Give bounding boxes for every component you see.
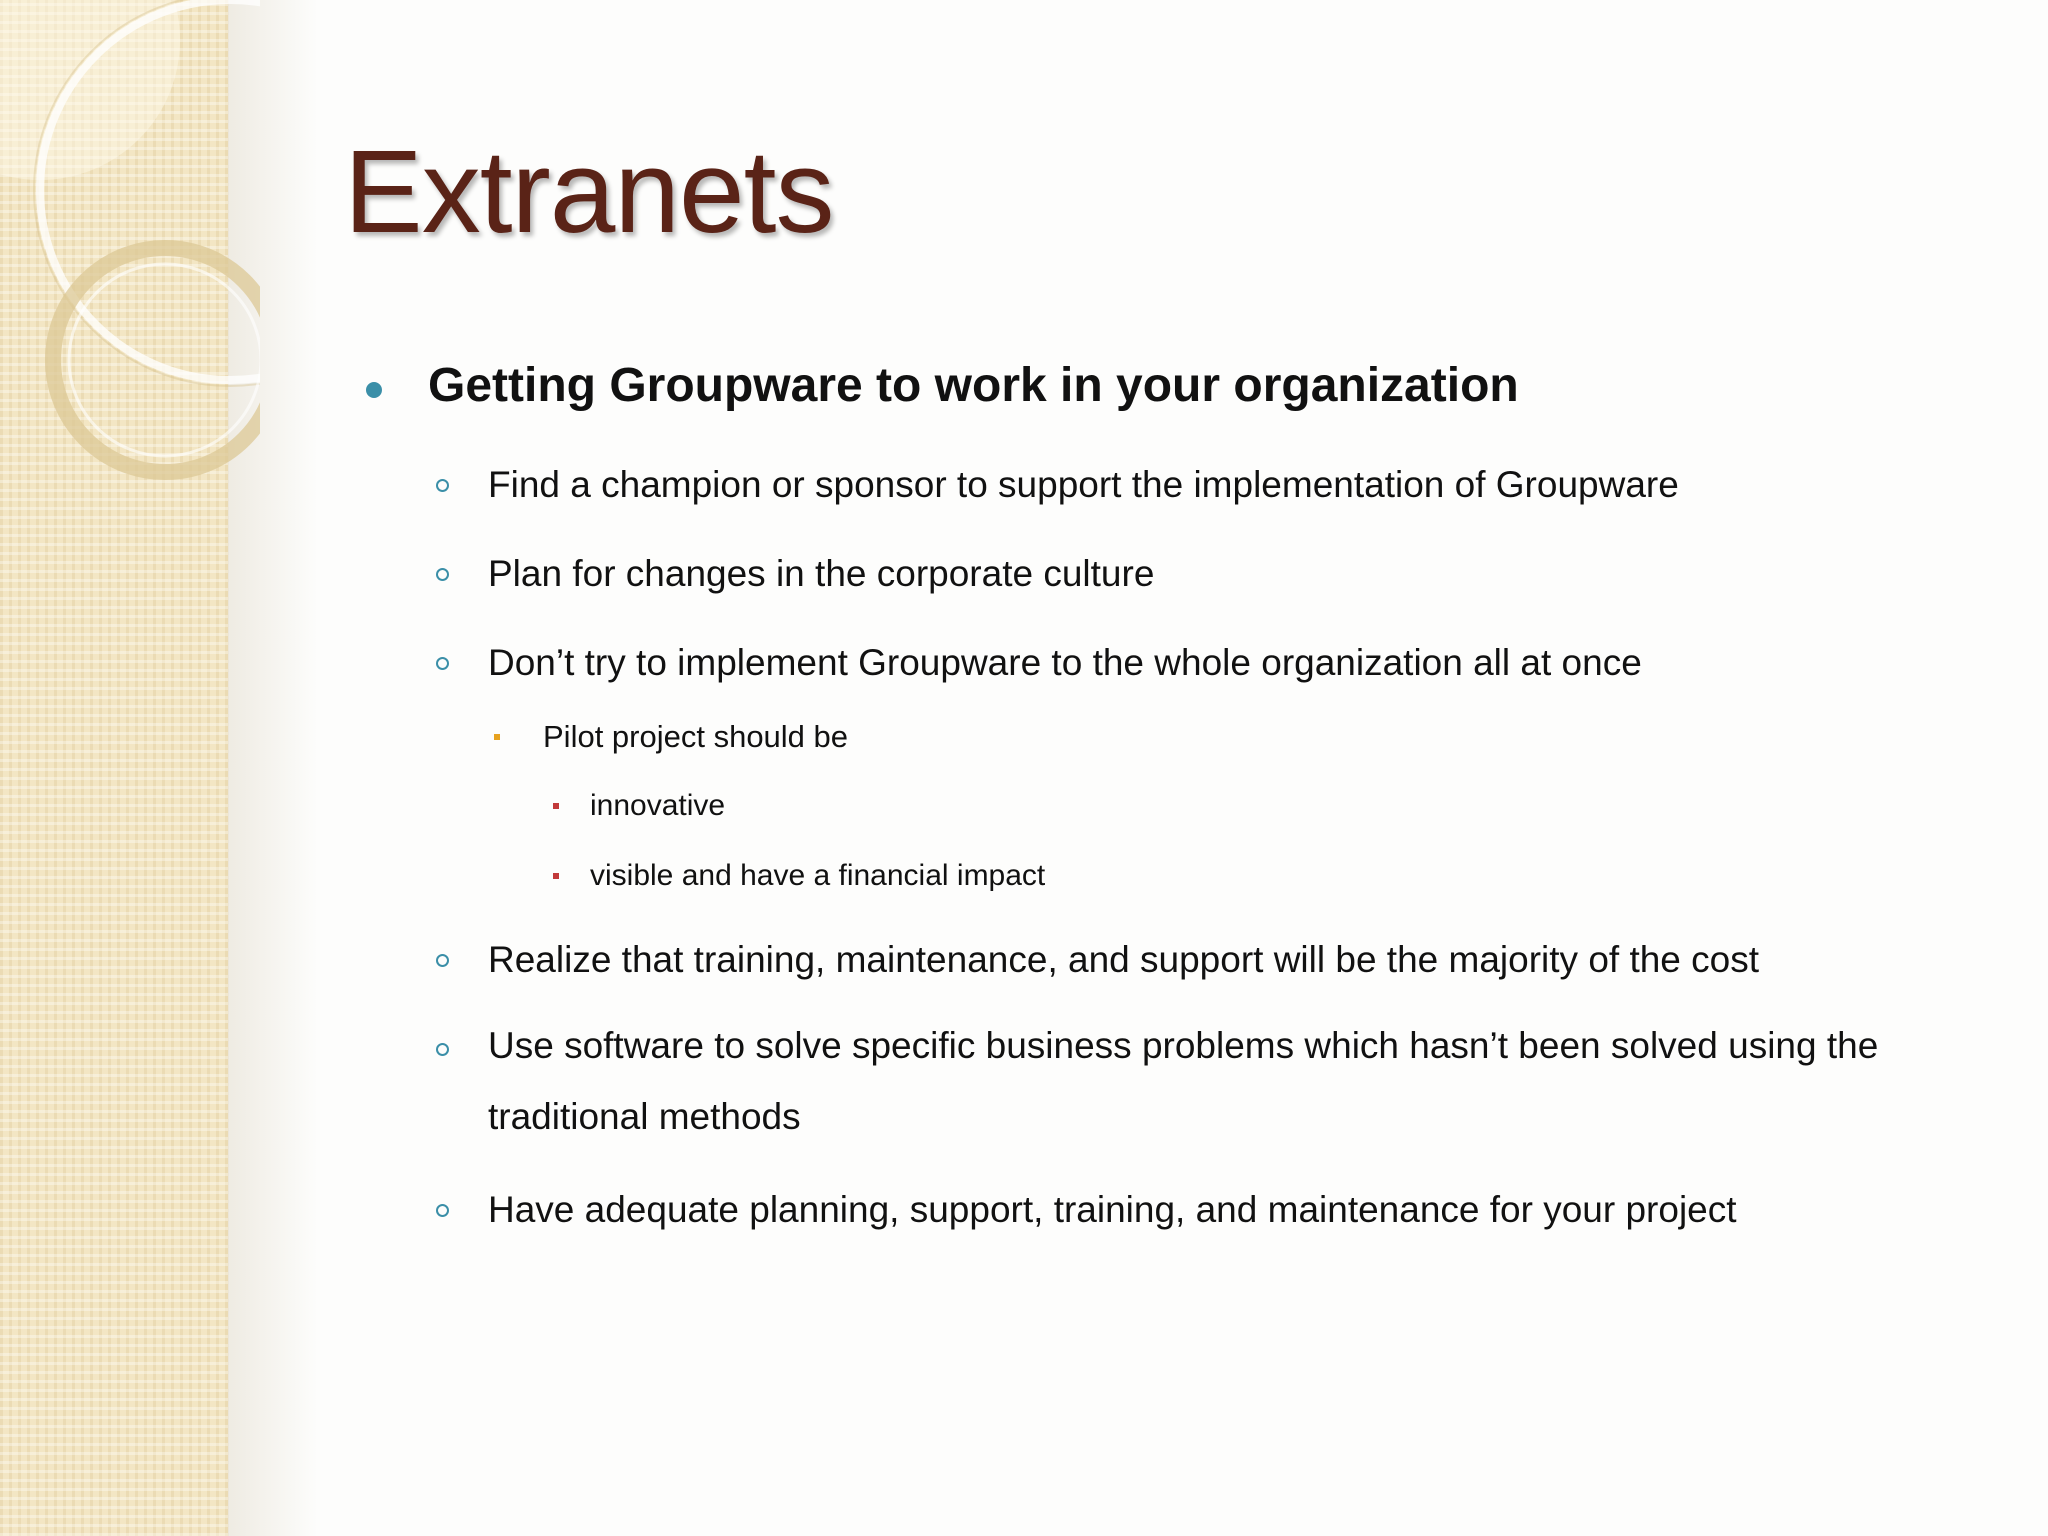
list-item-text: Find a champion or sponsor to support the implementation of Groupware <box>488 464 1679 505</box>
bullet-ring-icon <box>436 1204 449 1217</box>
list-item <box>590 859 1045 893</box>
list-item <box>543 719 848 755</box>
bullet-ring-icon <box>436 954 449 967</box>
list-item-text: innovative <box>590 789 726 822</box>
list-item-text: Don’t try to implement Groupware to the whole organization all at once <box>488 642 1642 683</box>
list-item <box>488 939 1759 981</box>
bullet-ring-icon <box>436 1043 449 1056</box>
list-item <box>590 789 725 823</box>
list-item-text: Realize that training, maintenance, and support will be the majority of the cost <box>488 939 1760 980</box>
list-item <box>488 553 1154 595</box>
bullet-ring-icon <box>436 479 449 492</box>
bullet-square-icon <box>553 873 559 879</box>
slide-title: Extranets <box>344 126 834 258</box>
list-item-text: Pilot project should be <box>543 719 849 754</box>
list-heading <box>428 358 1519 413</box>
list-heading-text: Getting Groupware to work in your organization <box>428 359 1519 412</box>
list-item-text: Plan for changes in the corporate culture <box>488 553 1155 594</box>
bullet-dot-icon <box>366 382 382 398</box>
bullet-square-icon <box>553 803 559 809</box>
list-item <box>488 1010 1968 1152</box>
bullet-square-icon <box>494 734 500 740</box>
list-item <box>488 464 1679 506</box>
list-item-text: Have adequate planning, support, training, and maintenance for your project <box>488 1189 1737 1230</box>
list-item <box>488 1189 1737 1231</box>
bullet-ring-icon <box>436 657 449 670</box>
list-item-text: Use software to solve specific business problems which hasn’t been solved using the traditional methods <box>488 1025 1879 1137</box>
list-item-text: visible and have a financial impact <box>590 859 1046 892</box>
list-item <box>488 642 1642 684</box>
bullet-ring-icon <box>436 568 449 581</box>
